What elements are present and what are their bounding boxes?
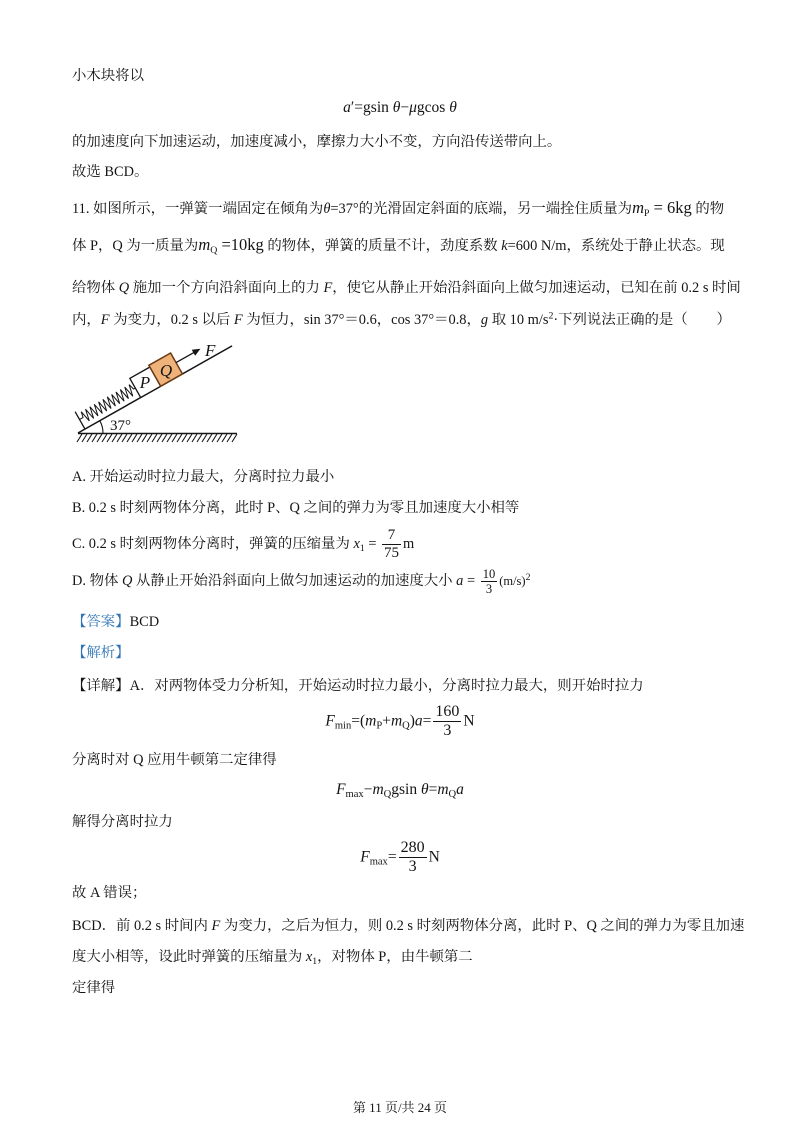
question-line-1 xyxy=(72,198,724,219)
text-part: 为变力，之后为恒力，则 0.2 s 时刻两物体分离，此时 P、Q 之间的弹力为零且加速 xyxy=(220,918,745,934)
text-part: BCD．前 0.2 s 时间内 xyxy=(72,918,212,934)
formula-part: =( xyxy=(351,712,366,730)
detail-line-6 xyxy=(72,947,473,967)
text-part: 从静止开始沿斜面向上做匀加速运动的加速度大小 xyxy=(132,573,457,590)
block-q-label: Q xyxy=(159,361,173,380)
text-part: 度大小相等，设此时弹簧的压缩量为 xyxy=(72,949,306,965)
equals-sign: = xyxy=(387,848,397,866)
force-arrow-shaft xyxy=(176,352,195,363)
symbol-q: Q xyxy=(121,573,133,590)
unit: (m/s) xyxy=(499,574,526,589)
equals-sign: = xyxy=(364,536,381,553)
symbol-m: m xyxy=(372,781,384,798)
answer-line xyxy=(72,612,159,632)
formula-f-min xyxy=(0,703,800,741)
symbol-a: a xyxy=(343,99,351,116)
text-part: ，使它从静止开始沿斜面向上做匀加速运动，已知在前 0.2 s 时间 xyxy=(332,280,741,296)
intro-text-1: 小木块将以 xyxy=(72,68,144,84)
formula-part: gcos xyxy=(416,99,450,116)
text-part: 取 10 m/s xyxy=(488,312,549,328)
subscript-q: Q xyxy=(210,244,218,256)
fraction-denominator: 3 xyxy=(485,582,493,597)
subscript-q: Q xyxy=(383,789,392,801)
symbol-m: m xyxy=(390,712,403,730)
symbol-f: F xyxy=(325,712,335,730)
fraction-numerator: 7 xyxy=(382,527,401,545)
formula-part: ′=gsin xyxy=(350,99,393,116)
mass-q-value: =10kg xyxy=(217,235,264,254)
formula-minus: − xyxy=(400,99,410,116)
text-part: 11. 如图所示，一弹簧一端固定在倾角为 xyxy=(72,201,324,217)
formula-acceleration xyxy=(0,98,800,118)
fraction xyxy=(433,703,461,741)
question-line-2 xyxy=(72,235,725,256)
symbol-f: F xyxy=(233,312,243,328)
page-footer: 第 11 页/共 24 页 xyxy=(352,1100,448,1115)
plus-sign: + xyxy=(382,712,391,730)
symbol-q: Q xyxy=(118,280,130,296)
symbol-f: F xyxy=(100,312,110,328)
symbol-mu: μ xyxy=(409,99,417,116)
formula-part: gsin xyxy=(391,781,421,798)
fraction-denominator: 75 xyxy=(384,545,400,562)
symbol-theta: θ xyxy=(449,99,457,116)
symbol-g: g xyxy=(480,312,489,328)
fraction xyxy=(382,527,401,563)
unit: m xyxy=(403,536,415,553)
fraction xyxy=(399,839,427,877)
unit: N xyxy=(428,848,440,866)
detail-label: 【详解】 xyxy=(72,678,130,694)
subscript-1: 1 xyxy=(359,543,365,554)
symbol-f: F xyxy=(360,848,370,866)
intro-text-2: 的加速度向下加速运动，加速度减小，摩擦力大小不变，方向沿传送带向上。 xyxy=(72,134,562,150)
symbol-f: F xyxy=(336,781,346,798)
detail-line-7: 定律得 xyxy=(72,980,116,996)
detail-line-3: 解得分离时拉力 xyxy=(72,814,173,830)
text-part: 为恒力，sin 37°＝0.6，cos 37°＝0.8， xyxy=(242,312,481,328)
answer-value: BCD xyxy=(129,614,160,630)
text-part: 的物体，弹簧的质量不计，劲度系数 xyxy=(263,238,502,254)
symbol-theta: θ xyxy=(392,99,401,116)
text-part: D. 物体 xyxy=(72,573,122,590)
subscript-p: P xyxy=(376,720,383,732)
symbol-x: x xyxy=(305,949,313,965)
text-part: 为变力，0.2 s 以后 xyxy=(109,312,234,328)
text-part: =600 N/m，系统处于静止状态。现 xyxy=(507,238,725,254)
symbol-theta: θ xyxy=(323,201,331,217)
symbol-a: a xyxy=(456,573,464,590)
equals-sign: = xyxy=(422,712,432,730)
fraction xyxy=(481,567,498,597)
symbol-m: m xyxy=(198,235,211,254)
text-part: ，对物体 P，由牛顿第二 xyxy=(317,949,473,965)
option-a: A. 开始运动时拉力最大，分离时拉力最小 xyxy=(72,469,335,485)
text-part: 内， xyxy=(72,312,101,328)
text-part: 给物体 xyxy=(72,280,119,296)
superscript-2: 2 xyxy=(548,310,554,322)
fraction-numerator: 160 xyxy=(433,703,461,722)
symbol-m: m xyxy=(437,781,449,798)
detail-line-4: 故 A 错误； xyxy=(72,885,147,901)
text-part: 体 P，Q 为一质量为 xyxy=(72,238,199,254)
incline-spring-diagram xyxy=(70,338,245,448)
text-part: A．对两物体受力分析知，开始运动时拉力最小，分离时拉力最大，则开始时拉力 xyxy=(129,678,644,694)
ground-hatching xyxy=(77,434,237,442)
intro-text-3: 故选 BCD。 xyxy=(72,164,149,180)
symbol-f: F xyxy=(211,918,221,934)
angle-label: 37° xyxy=(110,418,131,434)
angle-arc xyxy=(100,421,103,433)
force-arrow-head xyxy=(192,346,202,356)
symbol-theta: θ xyxy=(420,781,429,798)
symbol-x: x xyxy=(353,536,360,553)
symbol-a: a xyxy=(414,712,423,730)
subscript-p: P xyxy=(644,207,650,219)
subscript-min: min xyxy=(334,720,352,732)
text-part: C. 0.2 s 时刻两物体分离时，弹簧的压缩量为 xyxy=(72,536,354,553)
detail-line-1 xyxy=(72,676,644,696)
option-b: B. 0.2 s 时刻两物体分离，此时 P、Q 之间的弹力为零且加速度大小相等 xyxy=(72,500,520,516)
fraction-denominator: 3 xyxy=(443,722,452,740)
subscript-1: 1 xyxy=(312,955,318,967)
subscript-max: max xyxy=(345,789,364,801)
option-c xyxy=(72,527,414,563)
fraction-numerator: 10 xyxy=(482,567,496,581)
formula-f-max xyxy=(0,839,800,877)
text-part: 施加一个方向沿斜面向上的力 xyxy=(129,280,324,296)
detail-line-2: 分离时对 Q 应用牛顿第二定律得 xyxy=(72,752,277,768)
superscript-2: 2 xyxy=(525,571,531,583)
mass-p-value: = 6kg xyxy=(649,198,692,217)
detail-line-5 xyxy=(72,916,744,936)
text-part: 的物 xyxy=(691,201,725,217)
formula-newton-q xyxy=(0,780,800,800)
subscript-max: max xyxy=(369,856,388,868)
symbol-k: k xyxy=(501,238,508,254)
option-d xyxy=(72,567,530,597)
question-line-3 xyxy=(72,278,741,298)
question-line-4 xyxy=(72,310,731,330)
symbol-f: F xyxy=(323,280,333,296)
text-part: ·下列说法正确的是（ ） xyxy=(553,312,731,328)
symbol-a: a xyxy=(456,781,464,798)
fraction-numerator: 280 xyxy=(399,839,427,858)
analysis-label: 【解析】 xyxy=(72,645,130,661)
fraction-denominator: 3 xyxy=(408,858,417,876)
formula-part: ) xyxy=(409,712,415,730)
minus-sign: − xyxy=(363,781,373,798)
subscript-q: Q xyxy=(402,720,410,732)
text-part: =37°的光滑固定斜面的底端，另一端拴住质量为 xyxy=(330,201,633,217)
symbol-m: m xyxy=(632,198,644,217)
answer-label: 【答案】 xyxy=(72,614,130,630)
equals-sign: = xyxy=(428,781,438,798)
unit: N xyxy=(463,712,475,730)
equals-sign: = xyxy=(463,573,479,590)
subscript-q: Q xyxy=(448,789,457,801)
force-label: F xyxy=(205,341,216,360)
symbol-m: m xyxy=(365,712,377,730)
block-p-label: P xyxy=(139,373,151,392)
